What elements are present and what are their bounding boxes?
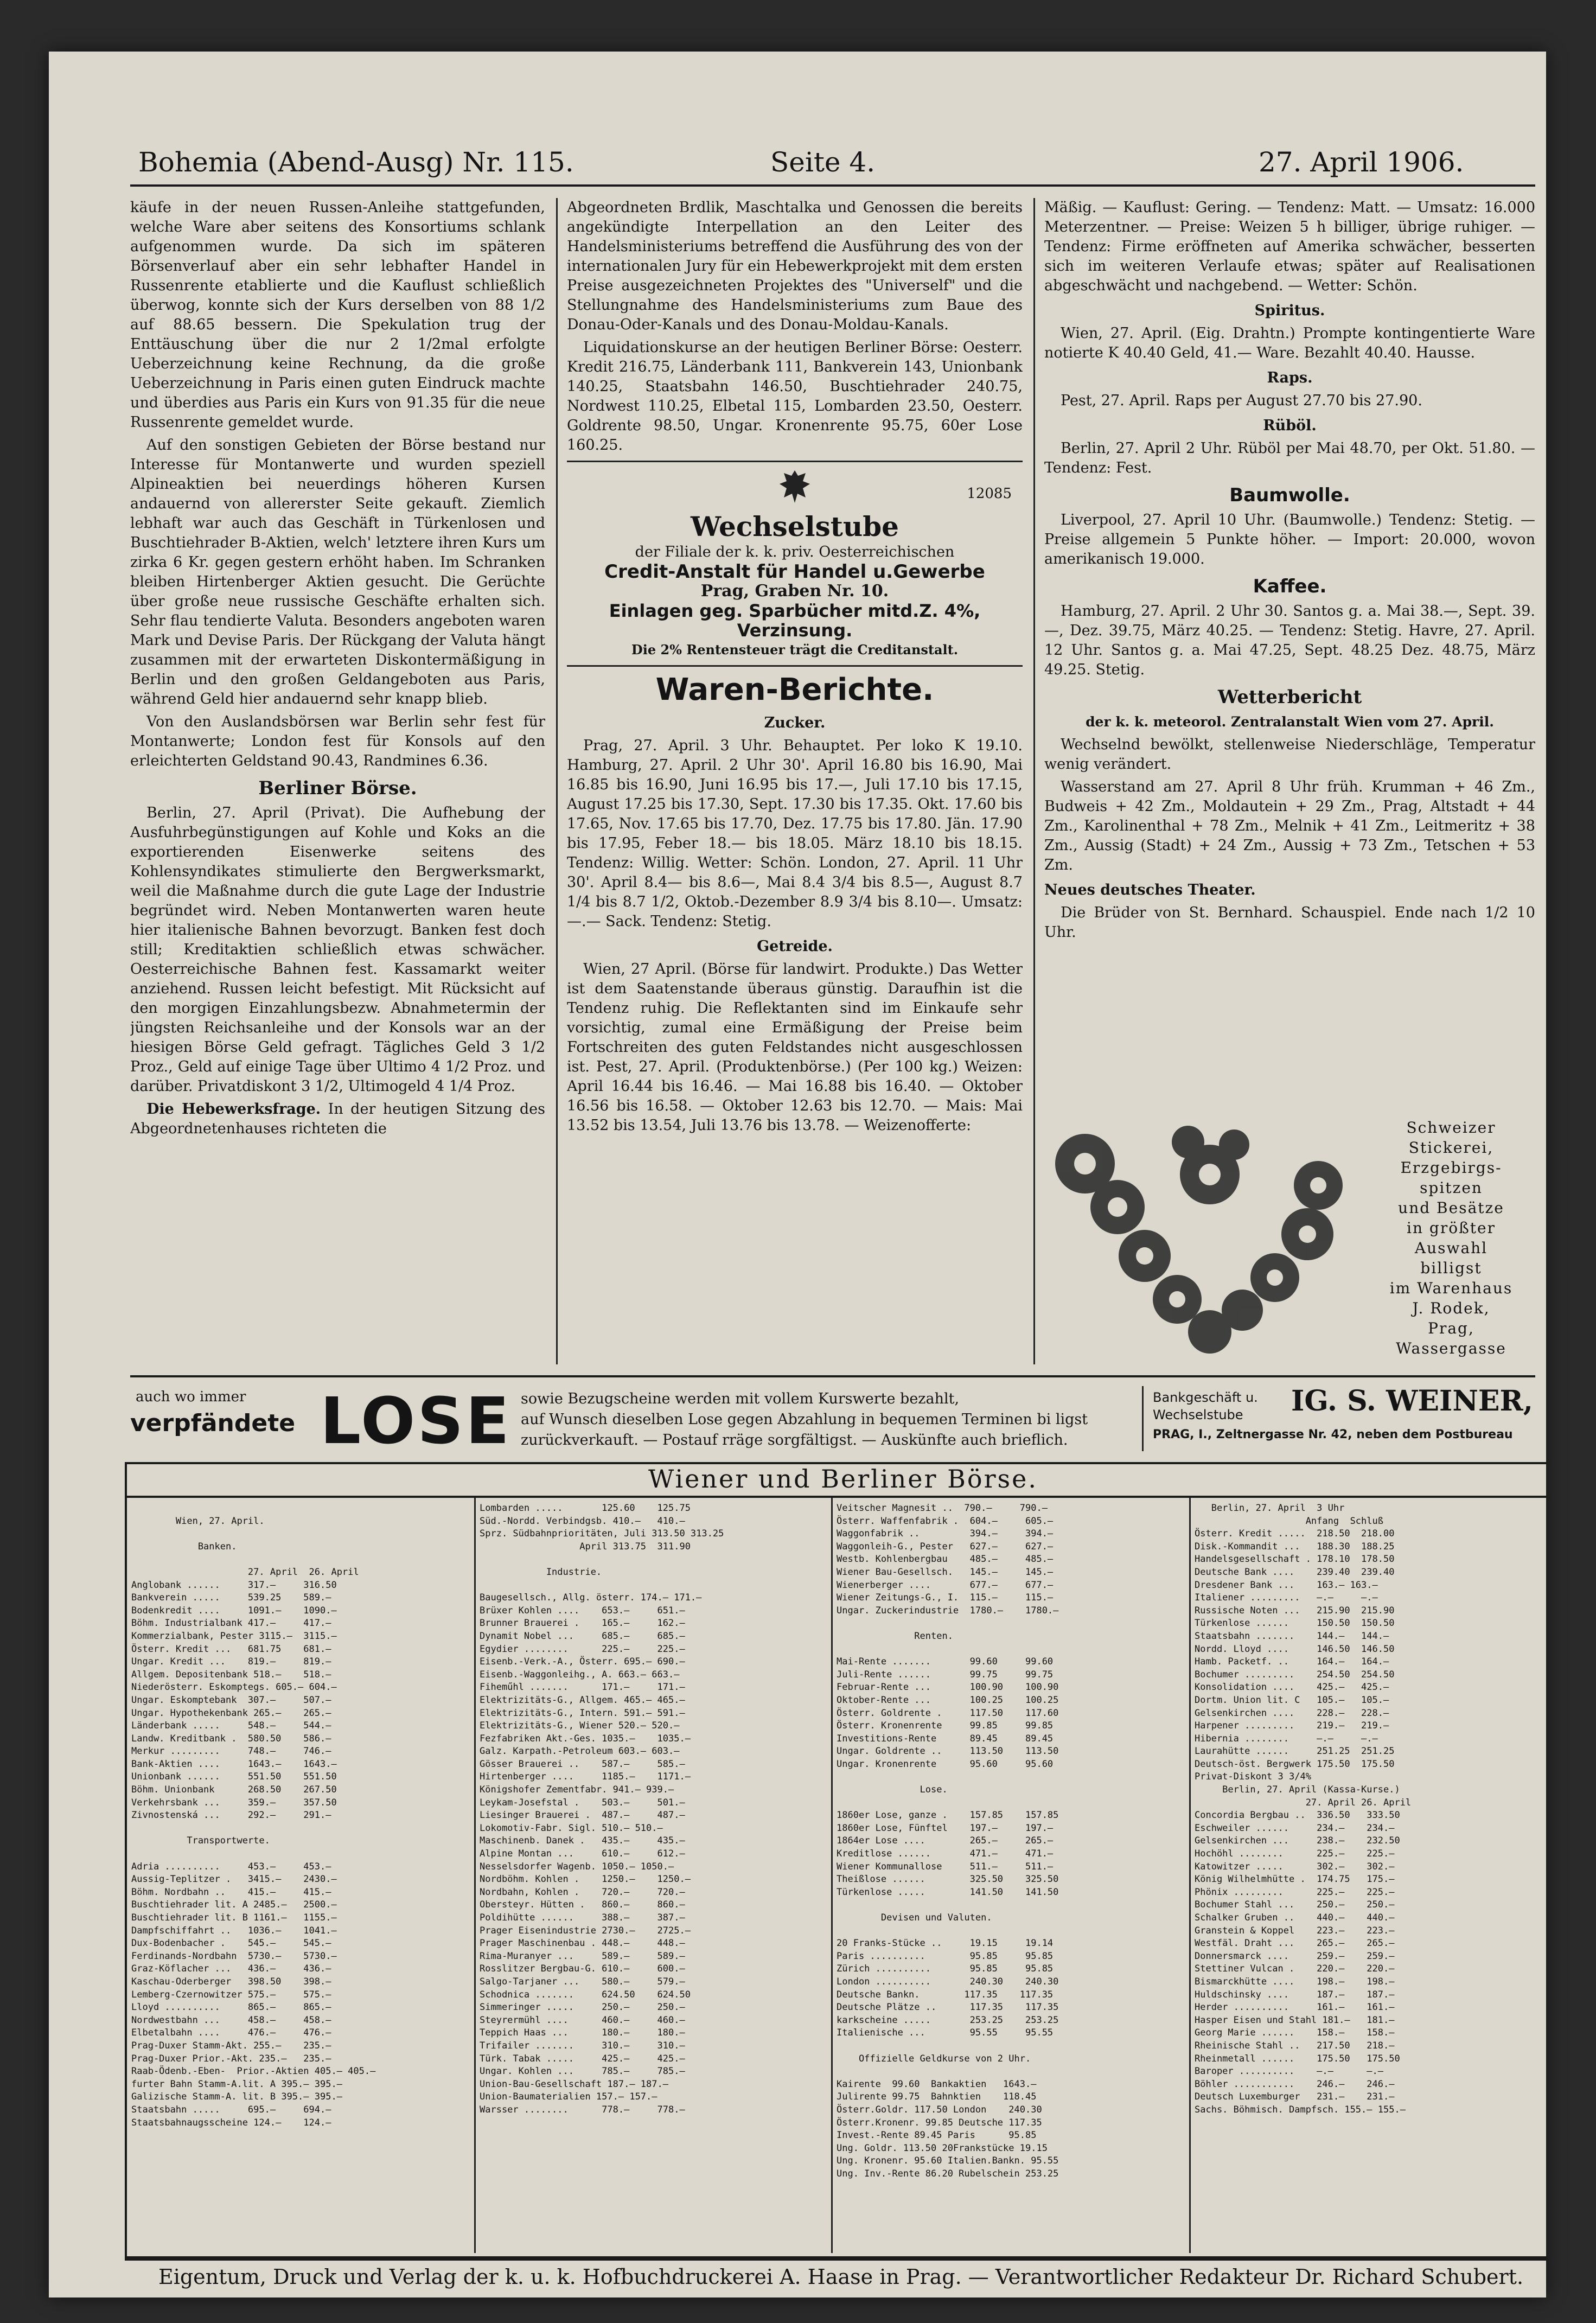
exchange-table-berlin: Berlin, 27. April 3 Uhr Anfang Schluß Österr. Kredit ..... 218.50 218.00 Disk.-Kommandit ... 188.30 188.25 Handelsgesellschaft . 178.10 178.50 Deutsche Bank .... 239.40 239.40 Dresdener Bank ... 163.— 163.— Italiener ......... —.— —.— Russische Noten ... 215.90 215.90 Türkenlose ...... 150.50 150.50 Staatsbahn ....... 144.— 144.— Nordd. Lloyd .... 146.50 146.50 Hamb. Packetf. .. 164.— 164.— Bochumer ......... 254.50 254.50 Konsolidation .... 425.— 425.— Dortm. Union lit. C 105.— 105.— Gelsenkirchen .... 228.— 228.— Harpener ......... 219.— 219.— Hibernia ........ —.— —.— Laurahütte ...... 251.25 251.25 Deutsch-öst. Bergwerk 175.50 175.50 Privat-Diskont 3 3/4% Berlin, 27. April (Kassa-Kurse.) 27. April 26. April Concordia Bergbau .. 336.50 333.50 Eschweiler ...... 234.— 234.— Gelsenkirchen ... 238.— 232.50 Hochöhl ........ 225.— 225.— Katowitzer ..... 302.— 302.— König Wilhelmhütte . 174.75 175.— Phönix ......... 225.— 225.— Bochumer Stahl ... 250.— 250.— Schalker Gruben .. 440.— 440.— Granstein & Koppel 223.— 223.— Westfäl. Draht ... 265.— 265.— Donnersmarck .... 259.— 259.— Stettiner Vulcan . 220.— 220.— Bismarckhütte .... 198.— 198.— Huldschinsky .... 187.— 187.— Herder .......... 161.— 161.— Hasper Eisen und Stahl 181.— 181.— Georg Marie ...... 158.— 158.— Rheinische Stahl .. 217.50 218.— Rheinmetall ...... 175.50 175.50 Baroper .......... —.— —.— Böhler ........... 246.— 246.— Deutsch Luxemburger 231.— 231.— Sachs. Böhmisch. Dampfsch. 155.— 155.— (1195, 1503, 1412, 2115)
bank-address: PRAG, I., Zeltnergasse Nr. 42, neben dem Postbureau (1153, 1428, 1513, 1441)
section-heading-baumwolle: Baumwolle. (1229, 484, 1350, 506)
ad-line: Prag, (1428, 1319, 1474, 1337)
ad-line: billigst (1420, 1259, 1482, 1277)
ad-line: Einlagen geg. Sparbücher mitd.Z. 4%, Verzinsung. (609, 601, 981, 641)
bank-label (1153, 1389, 1258, 1424)
lottery-banner-advertisement (49, 1383, 1546, 1459)
bank-advertisement (567, 461, 1023, 667)
section-title-waren-berichte: Waren-Berichte. (655, 672, 934, 707)
paragraph: Hamburg, 27. April. 2 Uhr 30. Santos g. a. Mai 38.—, Sept. 39.—, Dez. 39.75, März 40.25. — Tendenz: Stetig. Havre, 27. April. 12 Uhr. Santos g. a. Mai 47.25, Sept. 48.25 Dez. 48.75, März 49.25. Stetig. (1044, 603, 1535, 678)
paragraph-text: In der heutigen Sitzung des Abgeordnetenhauses richteten die (130, 1101, 545, 1137)
paragraph: Die Brüder von St. Bernhard. Schauspiel. Ende nach 1/2 10 Uhr. (1044, 904, 1535, 941)
ad-line: Auswahl (1414, 1239, 1488, 1257)
ad-number: 12085 (967, 486, 1012, 502)
banner-lose-headline: LOSE (320, 1383, 512, 1458)
lace-illustration-icon (1047, 1115, 1351, 1370)
exchange-table-banks-transport: Wien, 27. April. Banken. 27. April 26. April Anglobank ...... 317.— 316.50 Bankverein ..... 539.25 589.— Bodenkredit .... 1091.— 1090.— Böhm. Industrialbank 417.— 417.— Kommerzialbank, Pester 3115.— 3115.— Österr. Kredit ... 681.75 681.— Ungar. Kredit ... 819.— 819.— Allgem. Depositenbank 518.— 518.— Niederösterr. Eskomptegs. 605.— 604.— Ungar. Eskomptebank 307.— 507.— Ungar. Hypothekenbank 265.— 265.— Länderbank ..... 548.— 544.— Landw. Kreditbank . 580.50 586.— Merkur ......... 748.— 746.— Bank-Aktien .... 1643.— 1643.— Unionbank ...... 551.50 551.50 Böhm. Unionbank 268.50 267.50 Verkehrsbank ... 359.— 357.50 Zivnostenská ... 292.— 291.— Transportwerte. Adria .......... 453.— 453.— Aussig-Teplitzer . 3415.— 2430.— Böhm. Nordbahn .. 415.— 415.— Buschtiehrader lit. A 2485.— 2500.— Buschtiehrader lit. B 1161.— 1155.— Dampfschiffahrt .. 1036.— 1041.— Dux-Bodenbacher . 545.— 545.— Ferdinands-Nordbahn 5730.— 5730.— Graz-Köflacher ... 436.— 436.— Kaschau-Oderberger 398.50 398.— Lemberg-Czernowitzer 575.— 575.— Lloyd .......... 865.— 865.— Nordwestbahn ... 458.— 458.— Elbetalbahn .... 476.— 476.— Prag-Duxer Stamm-Akt. 255.— 235.— Prag-Duxer Prior.-Akt. 235.— 235.— Raab-Ödenb.-Eben- Prior.-Aktien 405.— 405.— furter Bahn Stamm-A.lit. A 395.— 395.— Galizische Stamm-A. lit. B 395.— 395.— Staatsbahn ..... 695.— 694.— Staatsbahnaugsscheine 124.— 124.— (131, 1515, 376, 2128)
footer-rule (125, 2258, 1546, 2261)
table-divider (831, 1498, 833, 2253)
paragraph: Abgeordneten Brdlik, Maschtalka und Genossen die bereits angekündigte Interpellation an den Leiter des Handelsministeriums betreffend die Ausführung des von der internationalen Jury für ein Hebewerkprojekt mit dem ersten Preise ausgezeichneten Projektes des "Univerself" und die Stellungnahme des Handelsministeriums zum Baue des Donau-Oder-Kanals und des Donau-Moldau-Kanals. (567, 199, 1023, 333)
table-divider (474, 1498, 476, 2253)
lace-advertisement (1047, 1115, 1535, 1370)
ad-line: Schweizer (1406, 1119, 1496, 1137)
paragraph: Pest, 27. April. Raps per August 27.70 bis 27.90. (1061, 392, 1422, 409)
section-heading-kaffee: Kaffee. (1253, 576, 1327, 597)
imprint-footer: Eigentum, Druck und Verlag der k. u. k. Hofbuchdruckerei A. Haase in Prag. — Verantwortlicher Redakteur Dr. Richard Schubert. (158, 2265, 1524, 2289)
issue-date: 27. April 1906. (1259, 146, 1464, 178)
banner-line: Bankgeschäft u. (1153, 1390, 1258, 1405)
paragraph: Berlin, 27. April (Privat). Die Aufhebung der Ausfuhrbegünstigungen auf Kohle und Koks an die exportierenden Eisenwerke seitens des Kohlensyndikates stimulierte den Bergwerksmarkt, weil die Maßnahme durch die gute Lage der Industrie begründet wird. Neben Montanwerten waren heute hier italienische Bahnen bevorzugt. Banken fest doch still; Kreditaktien schließlich etwas schwächer. Oesterreichische Bahnen fest. Kassamarkt weiter anziehend. Russen leicht befestigt. Mit Rücksicht auf den morgigen Einzahlungsbezw. Abnahmetermin der jüngsten Reichsanleihe und der Konsols war an der hiesigen Börse Geld gefragt. Tägliches Geld 3 1/2 Proz., Geld auf einige Tage über Ultimo 4 1/2 Proz. und darüber. Privatdiskont 3 1/2, Ultimogeld 4 1/4 Proz. (130, 805, 545, 1095)
stock-exchange-box (125, 1462, 1546, 2258)
ad-line: in größter (1407, 1219, 1496, 1237)
column-divider (556, 198, 558, 1364)
bank-name: IG. S. WEINER, (1291, 1384, 1533, 1418)
ad-line: Erzgebirgs- (1400, 1159, 1502, 1177)
column-1 (130, 198, 545, 1364)
banner-line: sowie Bezugscheine werden mit vollem Kurswerte bezahlt, (521, 1390, 960, 1407)
ad-title: Wechselstube (690, 510, 899, 543)
exchange-table-renten-lose: Veitscher Magnesit .. 790.— 790.— Österr. Waffenfabrik . 604.— 605.— Waggonfabrik .. 394.— 394.— Waggonleih-G., Pester 627.— 627.— Westb. Kohlenbergbau 485.— 485.— Wiener Bau-Gesellsch. 145.— 145.— Wienerberger .... 677.— 677.— Wiener Zeitungs-G., I. 115.— 115.— Ungar. Zuckerindustrie 1780.— 1780.— Renten. Mai-Rente ....... 99.60 99.60 Juli-Rente ...... 99.75 99.75 Februar-Rente ... 100.90 100.90 Oktober-Rente ... 100.25 100.25 Österr. Goldrente . 117.50 117.60 Österr. Kronenrente 99.85 99.85 Investitions-Rente 89.45 89.45 Ungar. Goldrente .. 113.50 113.50 Ungar. Kronenrente 95.60 95.60 Lose. 1860er Lose, ganze . 157.85 157.85 1860er Lose, Fünftel 197.— 197.— 1864er Lose .... 265.— 265.— Kreditlose ...... 471.— 471.— Wiener Kommunallose 511.— 511.— Theißlose ...... 325.50 325.50 Türkenlose ..... 141.50 141.50 Devisen und Valuten. 20 Franks-Stücke .. 19.15 19.14 Paris .......... 95.85 95.85 Zürich .......... 95.85 95.85 London .......... 240.30 240.30 Deutsche Bankn. 117.35 117.35 Deutsche Plätze .. 117.35 117.35 karkscheine ..... 253.25 253.25 Italienische ... 95.55 95.55 Offizielle Geldkurse von 2 Uhr. Kairente 99.60 Bankaktien 1643.— Julirente 99.75 Bahnktien 118.45 Österr.Goldr. 117.50 London 240.30 Österr.Kronenr. 99.85 Deutsche 117.35 Invest.-Rente 89.45 Paris 95.85 Ung. Goldr. 113.50 20Frankstücke 19.15 Ung. Kronenr. 95.60 Italien.Bankn. 95.55 Ung. Inv.-Rente 86.20 Rubelschein 253.25 (837, 1503, 1059, 2179)
ad-line: Die 2% Rentensteuer trägt die Creditanstalt. (631, 642, 959, 658)
section-heading-zucker: Zucker. (764, 714, 826, 731)
section-heading-spiritus: Spiritus. (1254, 302, 1325, 319)
ad-line: und Besätze (1398, 1199, 1504, 1217)
banner-line: auf Wunsch dieselben Lose gegen Abzahlung in bequemen Terminen bi ligst (521, 1411, 1088, 1428)
newspaper-page (49, 52, 1546, 2298)
paragraph: Mäßig. — Kauflust: Gering. — Tendenz: Matt. — Umsatz: 16.000 Meterzentner. — Preise: Weizen 5 h billiger, übrige ruhiger. — Tendenz: Firme eröffneten auf Amerika schwächer, besserten sich im weiteren Verlaufe etwas; später auf Realisationen abgeschwächt und nachgebend. — Wetter: Schön. (1044, 199, 1535, 294)
ad-line: Wassergasse (1396, 1339, 1506, 1357)
table-divider (1189, 1498, 1191, 2253)
lace-ad-text (1367, 1118, 1535, 1358)
exchange-table-industry: Lombarden ..... 125.60 125.75 Süd.-Nordd. Verbindgsb. 410.— 410.— Sprz. Südbahnprioritäten, Juli 313.50 313.25 April 313.75 311.90 Industrie. Baugesellsch., Allg. österr. 174.— 171.— Brüxer Kohlen .... 653.— 651.— Brunner Brauerei . 165.— 162.— Dynamit Nobel ... 685.— 685.— Egydier ........ 225.— 225.— Eisenb.-Verk.-A., Österr. 695.— 690.— Eisenb.-Waggonleihg., A. 663.— 663.— Fiheműhl ....... 171.— 171.— Elektrizitäts-G., Allgem. 465.— 465.— Elektrizitäts-G., Intern. 591.— 591.— Elektrizitäts-G., Wiener 520.— 520.— Fezfabriken Akt.-Ges. 1035.— 1035.— Galz. Karpath.-Petroleum 603.— 603.— Gösser Brauerei .. 587.— 585.— Hirtenberger .... 1185.— 1171.— Königshofer Zementfabr. 941.— 939.— Leykam-Josefstal . 503.— 501.— Liesinger Brauerei . 487.— 487.— Lokomotiv-Fabr. Sigl. 510.— 510.— Maschinenb. Danek . 435.— 435.— Alpine Montan ... 610.— 612.— Nesselsdorfer Wagenb. 1050.— 1050.— Nordböhm. Kohlen . 1250.— 1250.— Nordbahn, Kohlen . 720.— 720.— Obersteyr. Hütten . 860.— 860.— Poldihütte ...... 388.— 387.— Prager Eisenindustrie 2730.— 2725.— Prager Maschinenbau . 448.— 448.— Rima-Muranyer ... 589.— 589.— Rosslitzer Bergbau-G. 610.— 600.— Salgo-Tarjaner ... 580.— 579.— Schodnica ....... 624.50 624.50 Simmeringer ..... 250.— 250.— Steyrermühl .... 460.— 460.— Teppich Haas ... 180.— 180.— Trifailer ....... 310.— 310.— Türk. Tabak ..... 425.— 425.— Ungar. Kohlen ... 785.— 785.— Union-Bau-Gesellschaft 187.— 187.— Union-Baumaterialien 157.— 157.— Warsser ........ 778.— 778.— (480, 1503, 724, 2115)
paragraph: Wien, 27 April. (Börse für landwirt. Produkte.) Das Wetter ist dem Saatenstande überaus günstig. Daraufhin ist die Tendenz ruhig. Die Reflektanten sind im Einkaufe sehr vorsichtig, zumal eine Ermäßigung der Preise beim Fortschreiten des guten Feldstandes nicht ausgeschlossen ist. Pest, 27. April. (Produktenbörse.) (Per 100 kg.) Weizen: April 16.44 bis 16.46. — Mai 16.88 bis 16.40. — Oktober 16.56 bis 16.58. — Oktober 12.63 bis 12.70. — Mais: Mai 13.52 bis 13.54, Juli 13.76 bis 13.78. — Weizenofferte: (567, 961, 1023, 1134)
ad-line: J. Rodek, (1412, 1299, 1490, 1317)
section-heading-berliner-boerse: Berliner Börse. (258, 777, 417, 799)
section-heading-hebewerk: Die Hebewerksfrage. (146, 1101, 321, 1118)
ad-line: der Filiale der k. k. priv. Oesterreichischen (635, 544, 955, 560)
ad-line: Stickerei, (1408, 1139, 1494, 1157)
paragraph: käufe in der neuen Russen-Anleihe stattgefunden, welche Ware aber seitens des Konsortiums schlank aufgenommen wurde. Da sich im späteren Börsenverlauf aber ein sehr lebhafter Handel in Russenrente etablierte und die Kauflust schließlich überwog, konnte sich der Kurs derselben von 88 1/2 auf 88.65 bessern. Die Spekulation trug der Enttäuschung über die nur 2 1/2mal erfolgte Ueberzeichnung keine Rechnung, da die große Ueberzeichnung in Paris einen guten Eindruck machte und überdies aus Paris ein Kurs von 91.35 für die neue Russenrente gemeldet wurde. (130, 199, 545, 431)
ad-line: Prag, Graben Nr. 10. (700, 582, 889, 601)
paragraph: Liquidationskurse an der heutigen Berliner Börse: Oesterr. Kredit 216.75, Länderbank 111, Bankverein 143, Unionbank 140.25, Staatsbahn 146.50, Buschtiehrader 240.75, Nordwest 110.25, Elbetal 115, Lombarden 23.50, Oesterr. Goldrente 98.50, Ungar. Kronenrente 95.75, 60er Lose 160.25. (567, 339, 1023, 454)
weather-subtitle: der k. k. meteorol. Zentralanstalt Wien vom 27. April. (1086, 714, 1494, 730)
banner-text: verpfändete (130, 1409, 296, 1437)
header-rule (130, 184, 1535, 187)
banner-middle-text (521, 1389, 1118, 1451)
section-heading-raps: Raps. (1267, 369, 1313, 386)
banner-line: Wechselstube (1153, 1407, 1243, 1422)
paragraph: Auf den sonstigen Gebieten der Börse bestand nur Interesse für Montanwerte und wurden speziell Alpineaktien bei neuerdings höheren Kursen andauernd von allererster Seite gekauft. Ziemlich lebhaft war auch das Geschäft in Türkenlosen und Buschtiehrader B-Aktien, welch' letztere ihren Kurs um zirka 6 Kr. gegen gestern erhöht haben. Im Schranken bleiben Hirtenberger Aktien gesucht. Die Gerüchte über große neue russische Geschäfte erhalten sich. Sehr flau tendierte Valuta. Besonders angeboten waren Mark und Devise Paris. Der Rückgang der Valuta hängt zusammen mit der erwarteten Diskontermäßigung in Berlin und den großen Geldangeboten aus Paris, während Geld hier andauernd sehr knapp blieb. (130, 437, 545, 707)
banner-divider (1142, 1386, 1144, 1451)
banner-rule-top (130, 1375, 1535, 1377)
column-2 (567, 198, 1023, 1364)
banner-line: zurückverkauft. — Postauf rräge sorgfältigst. — Auskünfte auch brieflich. (521, 1432, 1068, 1448)
paragraph: Wechselnd bewölkt, stellenweise Niederschläge, Temperatur wenig verändert. (1044, 736, 1535, 773)
ad-line: Credit-Anstalt für Handel u.Gewerbe (604, 561, 985, 583)
ad-line: im Warenhaus (1389, 1279, 1513, 1297)
eagle-emblem-icon (778, 468, 811, 506)
paragraph: Prag, 27. April. 3 Uhr. Behauptet. Per loko K 19.10. Hamburg, 27. April. 2 Uhr 30'. April 16.80 bis 16.90, Mai 16.85 bis 16.90, Juni 16.95 bis 17.—, Juli 17.10 bis 17.15, August 17.25 bis 17.30, Sept. 17.30 bis 17.35. Okt. 17.60 bis 17.65, Nov. 17.65 bis 17.70, Dez. 17.75 bis 17.80. Jän. 17.90 bis 17.95, Feber 18.— bis 18.05. März 18.10 bis 18.15. Tendenz: Willig. Wetter: Schön. London, 27. April. 11 Uhr 30'. April 8.4— bis 8.6—, Mai 8.4 3/4 bis 8.5—, August 8.7 1/4 bis 8.7 1/2, Oktob.-Dezember 8.9 3/4 bis 8.10—. Umsatz: —.— Sack. Tendenz: Stetig. (567, 737, 1023, 930)
paragraph (130, 1100, 545, 1139)
masthead-left: Bohemia (Abend-Ausg) Nr. 115. (138, 146, 574, 178)
section-heading-wetterbericht: Wetterbericht (1217, 686, 1362, 708)
page-number: Seite 4. (770, 146, 876, 178)
paragraph: Wien, 27. April. (Eig. Drahtn.) Prompte kontingentierte Ware notierte K 40.40 Geld, 41.— Ware. Bezahlt 40.40. Hausse. (1044, 325, 1535, 361)
section-heading-rueboel: Rüböl. (1263, 417, 1317, 434)
section-heading-theater: Neues deutsches Theater. (1044, 882, 1256, 898)
exchange-title-rule (127, 1496, 1546, 1498)
column-3 (1044, 198, 1535, 1115)
paragraph: Von den Auslandsbörsen war Berlin sehr fest für Montanwerte; London fest für Konsols auf den erleichterten Geldstand 90.43, Randmines 6.36. (130, 713, 545, 769)
column-divider (1033, 198, 1035, 1364)
banner-text: auch wo immer (136, 1389, 246, 1405)
paragraph: Liverpool, 27. April 10 Uhr. (Baumwolle.) Tendenz: Stetig. — Preise allgemein 5 Punkte höher. — Import: 20.000, wovon amerikanisch 19.000. (1044, 512, 1535, 567)
paragraph: Wasserstand am 27. April 8 Uhr früh. Krumman + 46 Zm., Budweis + 42 Zm., Moldautein + 29 Zm., Prag, Altstadt + 44 Zm., Karolinenthal + 78 Zm., Melnik + 41 Zm., Leitmeritz + 38 Zm., Aussig (Stadt) + 24 Zm., Aussig + 73 Zm., Tetschen + 53 Zm. (1044, 778, 1535, 873)
section-heading-getreide: Getreide. (757, 938, 833, 955)
paragraph: Berlin, 27. April 2 Uhr. Rüböl per Mai 48.70, per Okt. 51.80. — Tendenz: Fest. (1044, 440, 1535, 476)
exchange-title: Wiener und Berliner Börse. (648, 1464, 1038, 1494)
ad-line: spitzen (1420, 1179, 1483, 1197)
